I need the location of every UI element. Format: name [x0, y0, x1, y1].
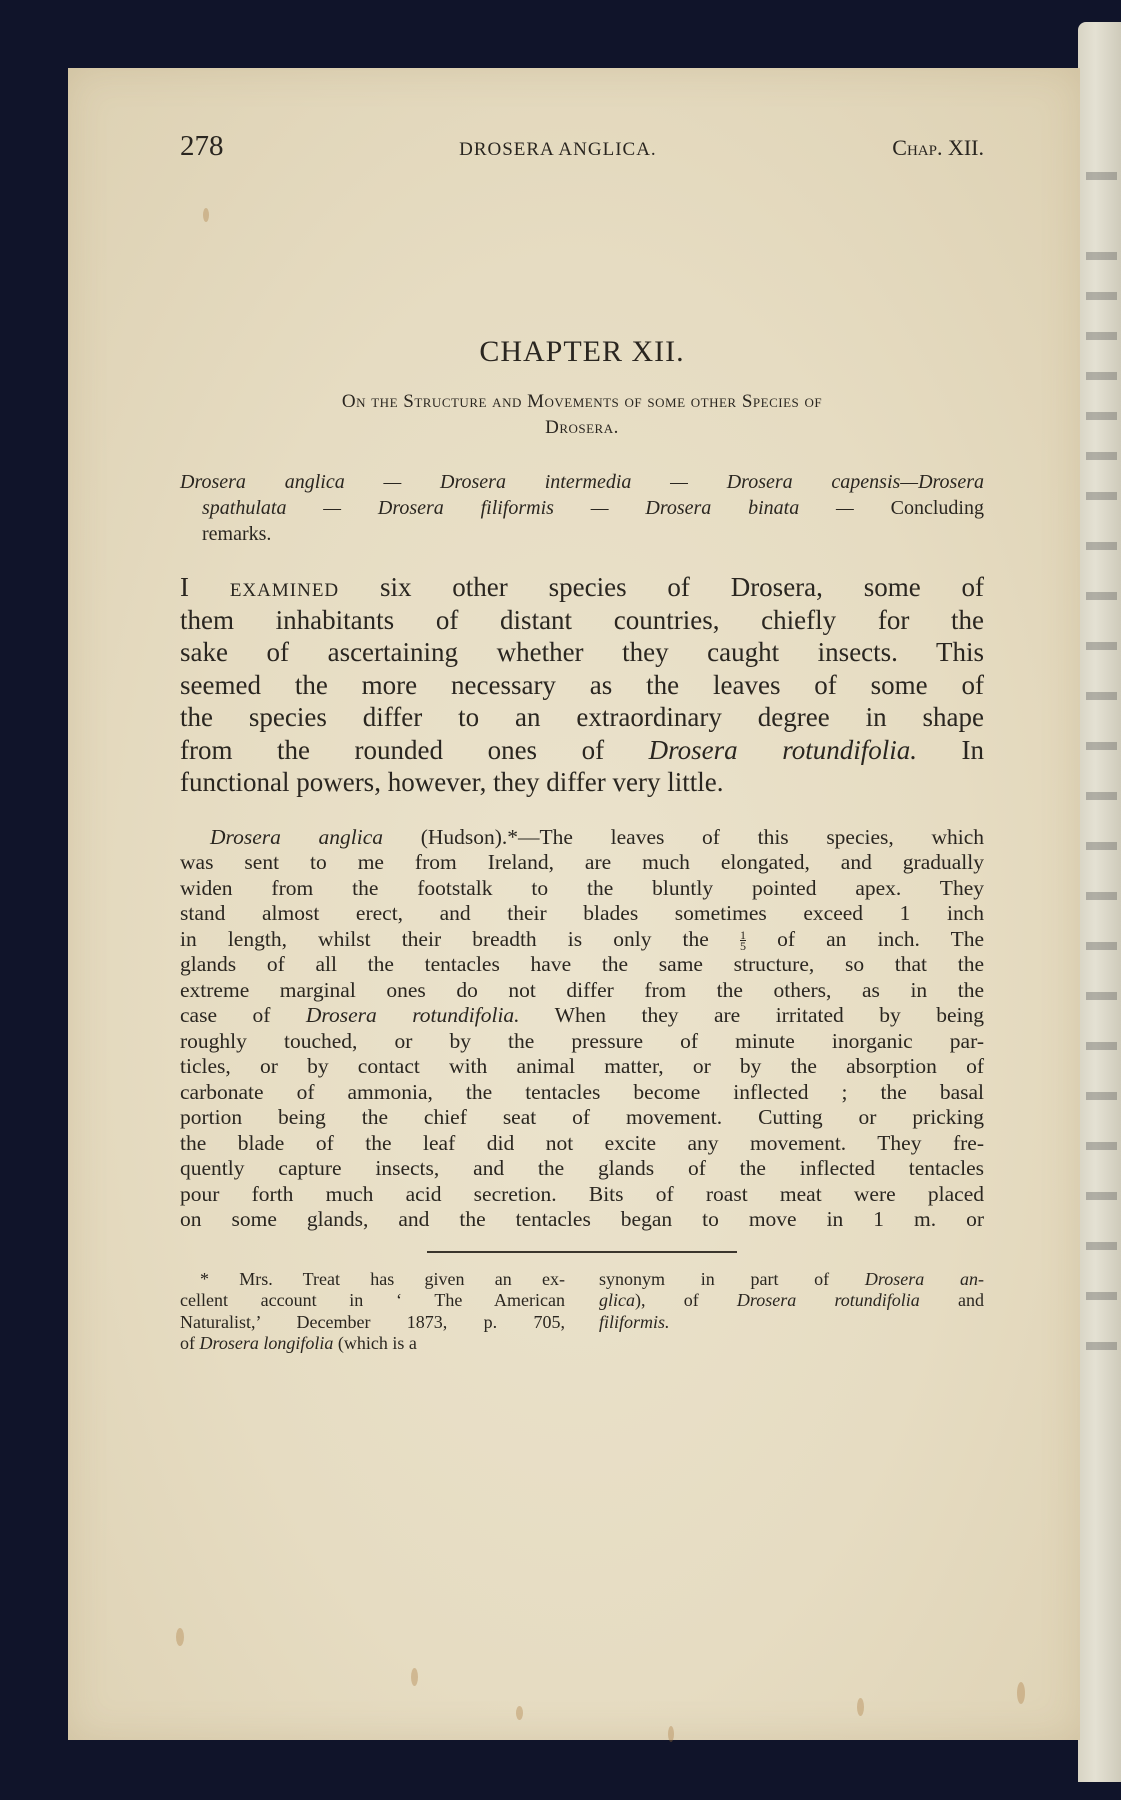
footnote-italic: Drosera an- [864, 1268, 984, 1289]
body-line: portion being the chief seat of movement. Cutting or pricking [180, 1105, 984, 1129]
footnote-column-right [599, 1269, 984, 1334]
intro-line: from the rounded ones of [180, 734, 605, 765]
footnote-rule [427, 1251, 737, 1253]
fraction-numerator: 1 [739, 928, 746, 943]
body-paragraph [180, 825, 984, 1233]
page-number: 278 [180, 130, 224, 162]
intro-line: them inhabitants of distant countries, chiefly for the [180, 604, 984, 635]
intro-line: the species differ to an extraordinary degree in shape [180, 702, 984, 732]
torn-top-edge [68, 62, 1080, 72]
footnote-line: of [180, 1333, 195, 1353]
footnote-line: * Mrs. Treat has given an ex- [200, 1268, 565, 1289]
footnote-italic: filiformis. [599, 1311, 670, 1332]
body-line: stand almost erect, and their blades sometimes exceed 1 inch [180, 901, 984, 925]
body-species-italic: Drosera anglica [210, 824, 384, 849]
footnote-line: ), of [635, 1290, 699, 1310]
body-line: (Hudson).*—The leaves of this species, which [420, 824, 984, 849]
body-line: glands of all the tentacles have the same structure, so that the [180, 952, 984, 976]
fraction-denominator: 5 [739, 939, 746, 954]
body-line: on some glands, and the tentacles began to move in 1 m. or [180, 1207, 984, 1231]
footnote-italic: glica [599, 1290, 635, 1310]
body-line: quently capture insects, and the glands of the inflected tentacles [180, 1156, 984, 1180]
intro-line-end: In [961, 734, 985, 765]
body-line: roughly touched, or by the pressure of minute inorganic par- [180, 1028, 984, 1053]
intro-lead: I [180, 572, 189, 602]
body-line-end: of an inch. The [777, 926, 985, 951]
footnote-line: cellent account in ‘ The American [180, 1290, 565, 1310]
intro-line: six other species of Drosera, some of [379, 572, 985, 602]
argument-line-end: Concluding [890, 497, 984, 519]
footnote-italic: Drosera longifolia [199, 1333, 334, 1353]
body-line: case of [180, 1003, 271, 1027]
argument-line: spathulata — Drosera filiformis — Drosera binata — [202, 497, 891, 519]
body-line: the blade of the leaf did not excite any movement. They fre- [180, 1130, 984, 1155]
body-line: in length, whilst their breadth is only the [180, 926, 709, 951]
chapter-title: CHAPTER XII. [479, 335, 685, 368]
body-line: extreme marginal ones do not differ from the others, as in the [180, 977, 984, 1002]
intro-paragraph [180, 571, 984, 799]
intro-line: functional powers, however, they differ very little. [180, 767, 724, 797]
body-line: was sent to me from Ireland, are much elongated, and gradually [180, 850, 984, 874]
intro-italic-species: Drosera rotundifolia. [648, 734, 917, 765]
chapter-subtitle-line: On the Structure and Movements of some other Species of [341, 391, 823, 412]
running-title: DROSERA ANGLICA. [459, 139, 657, 160]
argument-line: Drosera anglica — Drosera intermedia — Drosera capensis—Drosera [180, 471, 984, 493]
chapter-reference: Chap. XII. [892, 135, 984, 160]
intro-line: seemed the more necessary as the leaves of some of [180, 669, 984, 700]
body-line: ticles, or by contact with animal matter, or by the absorption of [180, 1054, 984, 1078]
intro-small-caps: examined [229, 572, 340, 602]
footnote-line-end: and [958, 1290, 984, 1310]
body-line: widen from the footstalk to the bluntly pointed apex. They [180, 875, 984, 900]
body-line-end: When they are irritated by being [554, 1003, 984, 1027]
body-line: pour forth much acid secretion. Bits of roast meat were placed [180, 1181, 984, 1206]
body-line: carbonate of ammonia, the tentacles become inflected ; the basal [180, 1079, 984, 1104]
fraction-one-fifth [739, 928, 746, 954]
chapter-subtitle-line: Drosera. [545, 417, 619, 438]
footnote-column-left [180, 1269, 565, 1355]
body-italic-species: Drosera rotundifolia. [305, 1003, 520, 1027]
argument-line: remarks. [202, 523, 272, 545]
footnote [180, 1269, 984, 1355]
chapter-argument [180, 469, 984, 547]
footnote-italic: Drosera rotundifolia [736, 1290, 920, 1310]
intro-line: sake of ascertaining whether they caught insects. This [180, 637, 984, 667]
footnote-line: Naturalist,’ December 1873, p. 705, [180, 1311, 565, 1332]
footnote-line-end: (which is a [337, 1333, 417, 1353]
running-header [180, 130, 984, 163]
chapter-subtitle [180, 389, 984, 441]
book-page [68, 68, 1080, 1740]
adjacent-page-stack [1078, 22, 1121, 1782]
footnote-line: synonym in part of [599, 1268, 830, 1289]
